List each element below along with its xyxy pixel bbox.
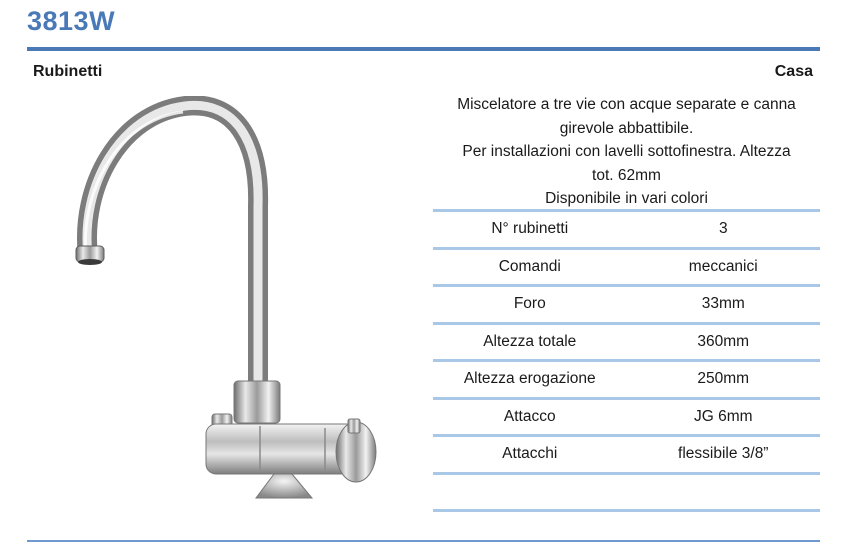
- spec-key: N° rubinetti: [433, 211, 627, 249]
- product-code: 3813W: [27, 6, 116, 36]
- spec-value: 3: [627, 211, 821, 249]
- spec-value: [627, 473, 821, 511]
- table-row: [433, 248, 820, 286]
- faucet-image: [60, 96, 400, 516]
- table-row: [433, 286, 820, 324]
- table-row: [433, 323, 820, 361]
- spec-value: JG 6mm: [627, 398, 821, 436]
- description-line: Miscelatore a tre vie con acque separate e canna: [457, 96, 796, 113]
- table-row: [433, 211, 820, 249]
- spec-key: Attacco: [433, 398, 627, 436]
- spec-key: Attacchi: [433, 436, 627, 474]
- spec-value: 360mm: [627, 323, 821, 361]
- description-line: tot. 62mm: [592, 166, 661, 184]
- spec-table: [433, 209, 820, 512]
- table-row: [433, 473, 820, 511]
- footer-rule: [27, 540, 820, 542]
- spec-key: Altezza erogazione: [433, 361, 627, 399]
- spec-key: Comandi: [433, 248, 627, 286]
- spec-key: Altezza totale: [433, 323, 627, 361]
- description-line: Per installazioni con lavelli sottofinestra. Altezza: [462, 143, 791, 160]
- spec-key: Foro: [433, 286, 627, 324]
- spec-key: [433, 473, 627, 511]
- category-label: Rubinetti: [33, 63, 103, 80]
- area-label: Casa: [774, 63, 813, 80]
- description-line: Disponibile in vari colori: [545, 190, 708, 207]
- spec-value: flessibile 3/8”: [627, 436, 821, 474]
- description-line: girevole abbattibile.: [559, 119, 694, 137]
- header-rule: [27, 47, 820, 51]
- spec-value: 33mm: [627, 286, 821, 324]
- spec-value: meccanici: [627, 248, 821, 286]
- table-row: [433, 398, 820, 436]
- product-description: [433, 93, 820, 211]
- table-row: [433, 436, 820, 474]
- table-row: [433, 361, 820, 399]
- spec-value: 250mm: [627, 361, 821, 399]
